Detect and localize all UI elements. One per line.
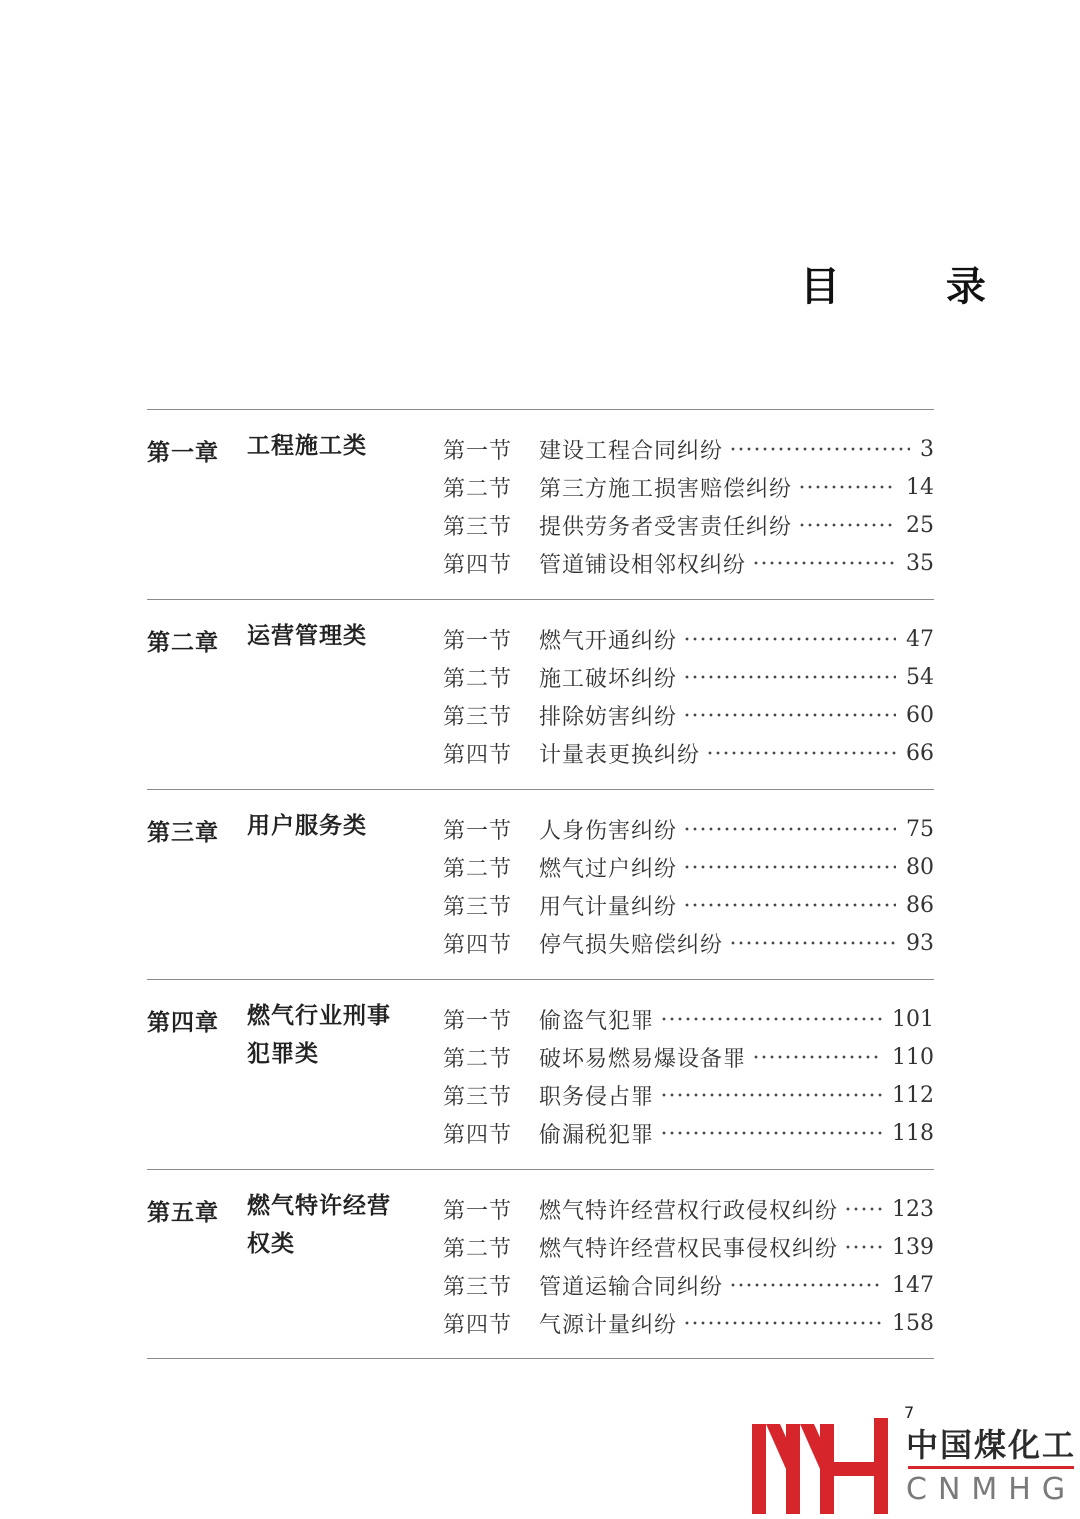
section-page: 75	[906, 816, 934, 842]
dot-leader	[660, 1130, 882, 1136]
section-page: 93	[906, 930, 934, 956]
section-page: 80	[906, 854, 934, 880]
section-title: 燃气开通纠纷	[539, 628, 678, 654]
section-entry[interactable]	[443, 810, 934, 848]
section-title: 计量表更换纠纷	[539, 742, 701, 768]
section-page: 14	[906, 474, 934, 500]
section-title: 偷漏税犯罪	[539, 1122, 655, 1148]
section-title: 燃气特许经营权民事侵权纠纷	[539, 1236, 839, 1262]
section-entry[interactable]	[443, 1190, 934, 1228]
section-entry[interactable]	[443, 506, 934, 544]
section-number: 第二节	[443, 1046, 513, 1072]
section-entry[interactable]	[443, 1076, 934, 1114]
section-number: 第三节	[443, 704, 513, 730]
chapter-number: 第二章	[147, 630, 219, 656]
dot-leader	[729, 940, 896, 946]
section-title: 提供劳务者受害责任纠纷	[539, 514, 793, 540]
section-page: 123	[892, 1196, 934, 1222]
section-entry[interactable]	[443, 696, 934, 734]
section-number: 第三节	[443, 1274, 513, 1300]
section-page: 60	[906, 702, 934, 728]
section-entry[interactable]	[443, 430, 934, 468]
section-entry[interactable]	[443, 886, 934, 924]
section-number: 第一节	[443, 438, 513, 464]
section-number: 第四节	[443, 1122, 513, 1148]
section-title: 破坏易燃易爆设备罪	[539, 1046, 747, 1072]
section-number: 第二节	[443, 1236, 513, 1262]
section-number: 第三节	[443, 894, 513, 920]
section-number: 第四节	[443, 1312, 513, 1338]
section-entry[interactable]	[443, 848, 934, 886]
chapter-block-3	[147, 789, 934, 979]
section-number: 第一节	[443, 818, 513, 844]
dot-leader	[752, 1054, 882, 1060]
chapter-title: 燃气特许经营权类	[247, 1193, 391, 1257]
section-page: 110	[892, 1044, 934, 1070]
dot-leader	[683, 636, 896, 642]
section-title: 人身伤害纠纷	[539, 818, 678, 844]
section-number: 第四节	[443, 742, 513, 768]
dot-leader	[683, 674, 896, 680]
section-title: 燃气过户纠纷	[539, 856, 678, 882]
section-title: 偷盗气犯罪	[539, 1008, 655, 1034]
page-number: 7	[904, 1403, 915, 1422]
section-page: 25	[906, 512, 934, 538]
dot-leader	[660, 1092, 882, 1098]
dot-leader	[683, 902, 896, 908]
section-title: 施工破坏纠纷	[539, 666, 678, 692]
section-entry[interactable]	[443, 924, 934, 962]
section-page: 139	[892, 1234, 934, 1260]
section-page: 3	[920, 436, 934, 462]
section-entry[interactable]	[443, 620, 934, 658]
section-title: 用气计量纠纷	[539, 894, 678, 920]
chapter-number: 第三章	[147, 820, 219, 846]
section-entry[interactable]	[443, 1266, 934, 1304]
chapter-block-4	[147, 979, 934, 1169]
section-number: 第二节	[443, 476, 513, 502]
section-entry[interactable]	[443, 468, 934, 506]
section-entry[interactable]	[443, 1038, 934, 1076]
dot-leader	[844, 1244, 882, 1250]
toc-title: 目 录	[800, 264, 1032, 310]
section-page: 86	[906, 892, 934, 918]
section-page: 66	[906, 740, 934, 766]
logo-divider	[908, 1466, 1074, 1469]
section-page: 54	[906, 664, 934, 690]
dot-leader	[683, 1320, 882, 1326]
section-entry[interactable]	[443, 1304, 934, 1342]
section-number: 第四节	[443, 552, 513, 578]
section-number: 第二节	[443, 666, 513, 692]
watermark-logo	[750, 1416, 1080, 1516]
dot-leader	[729, 1282, 882, 1288]
dot-leader	[683, 712, 896, 718]
section-number: 第一节	[443, 1008, 513, 1034]
dot-leader	[798, 484, 896, 490]
chapter-block-1	[147, 409, 934, 599]
section-number: 第三节	[443, 514, 513, 540]
logo-chinese-text: 中国煤化工	[906, 1426, 1077, 1464]
section-entry[interactable]	[443, 1000, 934, 1038]
section-number: 第三节	[443, 1084, 513, 1110]
chapter-block-5	[147, 1169, 934, 1359]
dot-leader	[729, 446, 910, 452]
section-number: 第一节	[443, 1198, 513, 1224]
section-page: 112	[892, 1082, 934, 1108]
section-page: 147	[892, 1272, 934, 1298]
dot-leader	[683, 826, 896, 832]
section-entry[interactable]	[443, 1228, 934, 1266]
chapter-number: 第四章	[147, 1010, 219, 1036]
section-title: 管道铺设相邻权纠纷	[539, 552, 747, 578]
chapter-number: 第五章	[147, 1200, 219, 1226]
section-title: 管道运输合同纠纷	[539, 1274, 724, 1300]
section-title: 排除妨害纠纷	[539, 704, 678, 730]
chapter-number: 第一章	[147, 440, 219, 466]
section-entry[interactable]	[443, 1114, 934, 1152]
section-page: 35	[906, 550, 934, 576]
chapter-title: 用户服务类	[247, 813, 367, 839]
dot-leader	[798, 522, 896, 528]
chapter-title: 工程施工类	[247, 433, 367, 459]
dot-leader	[844, 1206, 882, 1212]
section-page: 101	[892, 1006, 934, 1032]
section-title: 职务侵占罪	[539, 1084, 655, 1110]
section-page: 47	[906, 626, 934, 652]
section-page: 158	[892, 1310, 934, 1336]
section-entry[interactable]	[443, 734, 934, 772]
chapter-title: 燃气行业刑事犯罪类	[247, 1003, 391, 1067]
table-of-contents	[147, 409, 934, 1359]
section-number: 第二节	[443, 856, 513, 882]
section-title: 气源计量纠纷	[539, 1312, 678, 1338]
chapter-title: 运营管理类	[247, 623, 367, 649]
chapter-block-2	[147, 599, 934, 789]
mh-logo-icon	[750, 1416, 896, 1516]
section-number: 第四节	[443, 932, 513, 958]
section-title: 建设工程合同纠纷	[539, 438, 724, 464]
section-title: 第三方施工损害赔偿纠纷	[539, 476, 793, 502]
logo-english-text: CNMHG	[906, 1472, 1077, 1507]
dot-leader	[706, 750, 896, 756]
section-number: 第一节	[443, 628, 513, 654]
section-page: 118	[892, 1120, 934, 1146]
section-entry[interactable]	[443, 544, 934, 582]
section-entry[interactable]	[443, 658, 934, 696]
dot-leader	[683, 864, 896, 870]
section-title: 停气损失赔偿纠纷	[539, 932, 724, 958]
dot-leader	[752, 560, 896, 566]
dot-leader	[660, 1016, 882, 1022]
section-title: 燃气特许经营权行政侵权纠纷	[539, 1198, 839, 1224]
